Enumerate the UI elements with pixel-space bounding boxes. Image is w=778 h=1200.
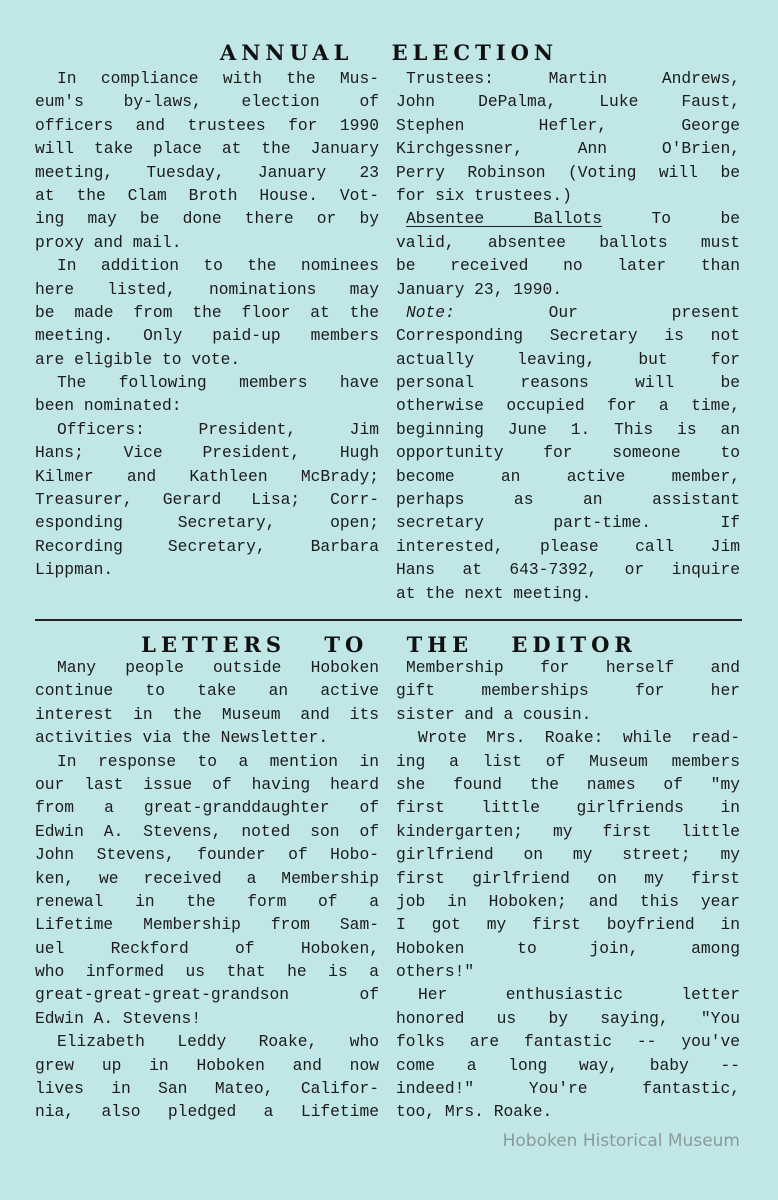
text-line: Trustees: Martin Andrews,: [406, 69, 740, 88]
text-line: at the next meeting.: [396, 583, 592, 603]
text-line: Hoboken to join, among: [396, 938, 740, 958]
text-line: In response to a mention in: [57, 751, 379, 771]
text-line: continue to take an active: [35, 681, 379, 701]
text-line: Elizabeth Leddy Roake, who: [57, 1032, 379, 1052]
text-line: personal reasons will be: [396, 373, 740, 393]
text-line: esponding Secretary, open;: [35, 513, 379, 533]
text-line: first little girlfriends in: [396, 798, 740, 818]
text-line: In compliance with the Mus-: [57, 69, 379, 88]
text-line: Edwin A. Stevens, noted son of: [35, 821, 379, 841]
letters-to-editor-heading: LETTERS TO THE EDITOR: [141, 632, 637, 657]
text-line: will take place at the January: [35, 139, 379, 159]
text-line: John Stevens, founder of Hobo-: [35, 845, 379, 865]
text-line: eum's by-laws, election of: [35, 92, 379, 112]
text-line: meeting. Only paid-up members: [35, 326, 379, 346]
text-line: ing may be done there or by: [35, 209, 379, 229]
text-line: The following members have: [57, 373, 379, 393]
text-line: Kirchgessner, Ann O'Brien,: [396, 139, 740, 159]
text-line: ing a list of Museum members: [396, 751, 740, 771]
text-line: Her enthusiastic letter: [418, 985, 740, 1005]
text-line: for six trustees.): [396, 185, 572, 205]
text-line: I got my first boyfriend in: [396, 915, 740, 935]
text-line: interested, please call Jim: [396, 536, 740, 556]
underlined-subheading: Absentee Ballots: [406, 209, 603, 229]
text-line: our last issue of having heard: [35, 774, 379, 794]
letters-right-column: [396, 656, 740, 1124]
section-divider: [35, 619, 742, 621]
text-line: first girlfriend on my first: [396, 868, 740, 888]
annual-election-heading: ANNUAL ELECTION: [219, 40, 559, 65]
italic-subheading: Note:: [406, 302, 455, 322]
text-line: folks are fantastic -- you've: [396, 1032, 740, 1052]
text-line: Treasurer, Gerard Lisa; Corr-: [35, 490, 379, 510]
text-line: Wrote Mrs. Roake: while read-: [418, 728, 740, 748]
text-line: Hans at 643-7392, or inquire: [396, 560, 740, 580]
text-line: meeting, Tuesday, January 23: [35, 162, 379, 182]
text-line: interest in the Museum and its: [35, 704, 379, 724]
text-line: actually leaving, but for: [396, 349, 740, 369]
text-line: be received no later than: [396, 256, 740, 276]
text-line: Corresponding Secretary is not: [396, 326, 740, 346]
text-line: activities via the Newsletter.: [35, 728, 329, 748]
text-line: gift memberships for her: [396, 681, 740, 701]
text-line: renewal in the form of a: [35, 891, 379, 911]
text-line: Many people outside Hoboken: [57, 658, 379, 677]
annual-election-left-column: [35, 67, 379, 582]
text-line: kindergarten; my first little: [396, 821, 740, 841]
text-line: secretary part-time. If: [396, 513, 740, 533]
text-line: girlfriend on my street; my: [396, 845, 740, 865]
text-line: be made from the floor at the: [35, 302, 379, 322]
text-line: Membership for herself and: [406, 658, 740, 677]
text-line: job in Hoboken; and this year: [396, 891, 740, 911]
text-line: been nominated:: [35, 396, 182, 416]
text-line: Note: Our present: [406, 302, 740, 322]
text-line: officers and trustees for 1990: [35, 115, 379, 135]
text-line: Kilmer and Kathleen McBrady;: [35, 466, 379, 486]
annual-election-right-column: [396, 67, 740, 605]
text-line: become an active member,: [396, 466, 740, 486]
text-line: opportunity for someone to: [396, 443, 740, 463]
text-line: nia, also pledged a Lifetime: [35, 1102, 379, 1122]
letters-left-column: [35, 656, 379, 1124]
text-line: from a great-granddaughter of: [35, 798, 379, 818]
text-line: at the Clam Broth House. Vot-: [35, 185, 379, 205]
text-line: Lippman.: [35, 560, 114, 580]
text-line: Absentee Ballots To be: [406, 209, 740, 229]
watermark: Hoboken Historical Museum: [502, 1131, 740, 1151]
text-line: January 23, 1990.: [396, 279, 563, 299]
text-line: honored us by saying, "You: [396, 1008, 740, 1028]
text-line: otherwise occupied for a time,: [396, 396, 740, 416]
text-line: come a long way, baby --: [396, 1055, 740, 1075]
text-line: she found the names of "my: [396, 774, 740, 794]
text-line: indeed!" You're fantastic,: [396, 1079, 740, 1099]
text-line: who informed us that he is a: [35, 962, 379, 982]
text-line: beginning June 1. This is an: [396, 419, 740, 439]
text-line: Stephen Hefler, George: [396, 115, 740, 135]
text-line: Perry Robinson (Voting will be: [396, 162, 740, 182]
text-line: valid, absentee ballots must: [396, 232, 740, 252]
text-line: are eligible to vote.: [35, 349, 241, 369]
text-line: grew up in Hoboken and now: [35, 1055, 379, 1075]
text-line: sister and a cousin.: [396, 704, 592, 724]
text-line: great-great-great-grandson of: [35, 985, 379, 1005]
text-line: In addition to the nominees: [57, 256, 379, 276]
text-line: uel Reckford of Hoboken,: [35, 938, 379, 958]
text-line: Lifetime Membership from Sam-: [35, 915, 379, 935]
text-line: Hans; Vice President, Hugh: [35, 443, 379, 463]
text-line: Edwin A. Stevens!: [35, 1008, 202, 1028]
text-line: proxy and mail.: [35, 232, 182, 252]
text-line: too, Mrs. Roake.: [396, 1102, 553, 1122]
text-line: others!": [396, 962, 475, 982]
text-line: John DePalma, Luke Faust,: [396, 92, 740, 112]
text-line: perhaps as an assistant: [396, 490, 740, 510]
text-line: lives in San Mateo, Califor-: [35, 1079, 379, 1099]
text-line: ken, we received a Membership: [35, 868, 379, 888]
text-line: here listed, nominations may: [35, 279, 379, 299]
text-line: Recording Secretary, Barbara: [35, 536, 379, 556]
text-line: Officers: President, Jim: [57, 419, 379, 439]
